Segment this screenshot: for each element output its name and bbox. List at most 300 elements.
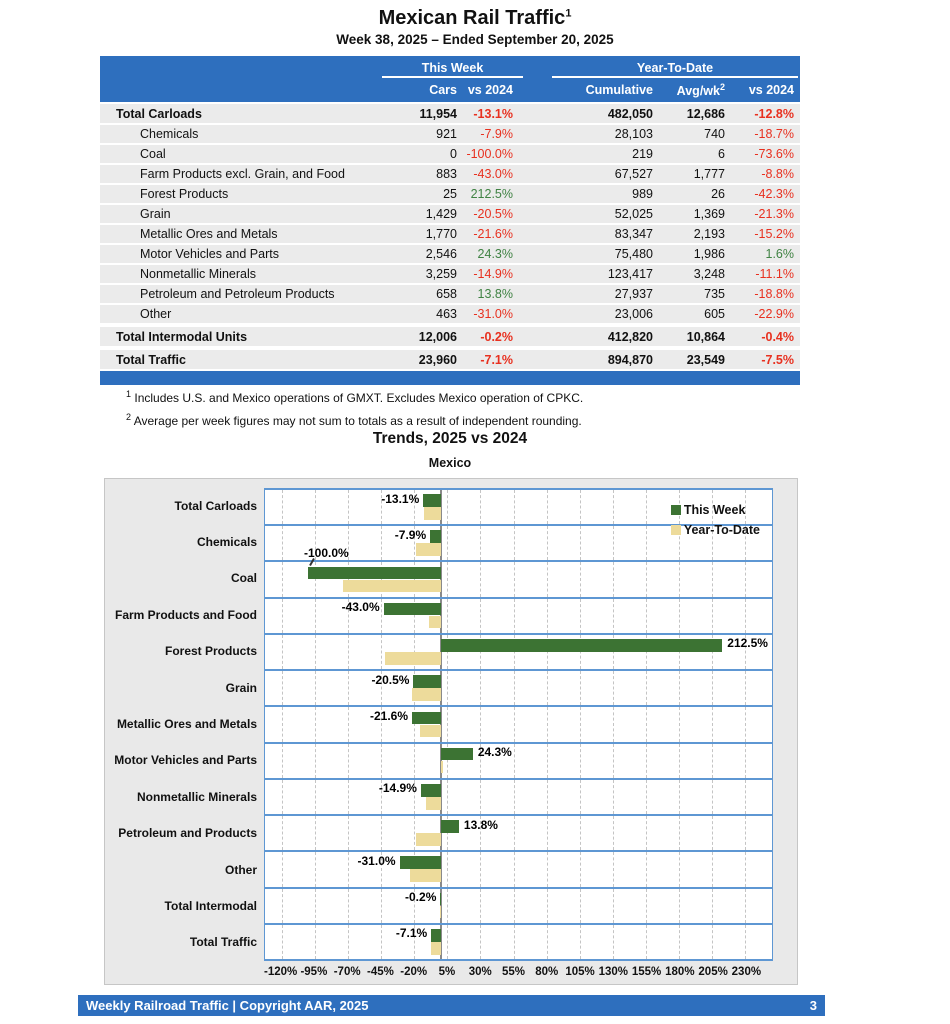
table-row: [100, 265, 800, 285]
gridline: [712, 925, 713, 959]
gridline: [282, 599, 283, 633]
table-row: [100, 205, 800, 225]
gridline: [480, 599, 481, 633]
chart-band: [265, 705, 772, 741]
gridline: [547, 925, 548, 959]
table-row: [100, 245, 800, 265]
bar-value-label: -100.0%: [304, 546, 349, 561]
cell-cars-vs: -7.1%: [480, 352, 513, 367]
traffic-table: [100, 56, 800, 385]
gridline: [547, 599, 548, 633]
bar-this-week: [440, 893, 441, 906]
gridline: [514, 526, 515, 560]
cell-cumulative: 28,103: [614, 127, 653, 141]
gridline: [315, 635, 316, 669]
cell-cumulative: 23,006: [614, 307, 653, 321]
gridline: [480, 490, 481, 524]
gridline: [315, 780, 316, 814]
gridline: [613, 852, 614, 886]
gridline: [547, 816, 548, 850]
gridline: [514, 599, 515, 633]
gridline: [348, 925, 349, 959]
gridline: [514, 744, 515, 778]
col-header-ytd-vs-2024: vs 2024: [748, 83, 794, 97]
cell-ytd-vs: -18.8%: [754, 287, 794, 301]
gridline: [447, 707, 448, 741]
gridline: [547, 889, 548, 923]
gridline: [679, 707, 680, 741]
gridline: [712, 599, 713, 633]
cell-cumulative: 52,025: [614, 207, 653, 221]
chart-plot-area: [264, 488, 773, 961]
chart-band: [265, 669, 772, 705]
gridline: [712, 707, 713, 741]
footnotes: [126, 385, 583, 431]
gridline: [679, 562, 680, 596]
footnote-1: $^1$ Includes U.S. and Mexico operations of GMXT. Excludes Mexico operation of CPKC.: [126, 389, 584, 405]
cell-cumulative: 83,347: [614, 227, 653, 241]
gridline: [745, 852, 746, 886]
legend-item: [671, 500, 760, 520]
gridline: [480, 852, 481, 886]
gridline: [679, 671, 680, 705]
gridline: [580, 671, 581, 705]
axis-tick-label: -95%: [300, 966, 328, 978]
cell-cars: 1,429: [425, 207, 457, 221]
cell-avg-wk: 735: [704, 287, 725, 301]
chart-band: [265, 778, 772, 814]
gridline: [282, 526, 283, 560]
axis-tick-label: 105%: [565, 966, 595, 978]
cell-cumulative: 75,480: [614, 247, 653, 261]
cell-avg-wk: 1,369: [693, 207, 725, 221]
category-label: Grain: [225, 680, 257, 695]
cell-avg-wk: 10,864: [686, 329, 725, 344]
gridline: [315, 707, 316, 741]
row-label: Farm Products excl. Grain, and Food: [140, 167, 345, 181]
cell-ytd-vs: -22.9%: [754, 307, 794, 321]
table-row: [100, 185, 800, 205]
cell-cumulative: 67,527: [614, 167, 653, 181]
gridline: [447, 526, 448, 560]
gridline: [514, 852, 515, 886]
gridline: [745, 780, 746, 814]
gridline: [580, 562, 581, 596]
cell-avg-wk: 2,193: [693, 227, 725, 241]
cell-cars: 2,546: [425, 247, 457, 261]
table-row: [100, 285, 800, 305]
chart-band: [265, 742, 772, 778]
gridline: [580, 526, 581, 560]
gridline: [447, 671, 448, 705]
bar-this-week: [384, 603, 441, 616]
gridline: [613, 599, 614, 633]
gridline: [679, 852, 680, 886]
gridline: [447, 889, 448, 923]
cell-cars-vs: -7.9%: [480, 127, 513, 141]
cell-ytd-vs: -73.6%: [754, 147, 794, 161]
gridline: [315, 490, 316, 524]
gridline: [282, 780, 283, 814]
table-bottom-bar: [100, 371, 800, 385]
legend-label: Year-To-Date: [683, 523, 760, 537]
cell-avg-wk: 1,777: [693, 167, 725, 181]
cell-cars-vs: -20.5%: [473, 207, 513, 221]
gridline: [679, 744, 680, 778]
cell-cars-vs: 24.3%: [477, 247, 513, 261]
gridline: [381, 889, 382, 923]
cell-avg-wk: 6: [718, 147, 725, 161]
gridline: [613, 562, 614, 596]
cell-cars-vs: -0.2%: [480, 329, 513, 344]
bar-year-to-date: [412, 688, 440, 701]
gridline: [646, 599, 647, 633]
gridline: [514, 780, 515, 814]
gridline: [282, 925, 283, 959]
bar-year-to-date: [343, 580, 441, 593]
gridline: [646, 707, 647, 741]
cell-cars-vs: -43.0%: [473, 167, 513, 181]
gridline: [712, 852, 713, 886]
chart-band: [265, 546, 772, 596]
gridline: [679, 599, 680, 633]
bar-year-to-date: [385, 652, 441, 665]
cell-cumulative: 482,050: [607, 106, 653, 121]
gridline: [580, 780, 581, 814]
gridline: [646, 925, 647, 959]
category-label: Coal: [230, 571, 257, 586]
axis-tick-label: 230%: [731, 966, 762, 978]
cell-avg-wk: 605: [704, 307, 725, 321]
gridline: [282, 635, 283, 669]
cell-ytd-vs: -8.8%: [761, 167, 794, 181]
category-label: Forest Products: [164, 644, 257, 659]
gridline: [580, 707, 581, 741]
gridline: [547, 490, 548, 524]
axis-tick-label: 80%: [535, 966, 559, 978]
cell-cumulative: 27,937: [614, 287, 653, 301]
legend-swatch: [671, 505, 681, 515]
gridline: [348, 635, 349, 669]
gridline: [613, 780, 614, 814]
gridline: [480, 780, 481, 814]
gridline: [547, 852, 548, 886]
table-row: [100, 305, 800, 325]
gridline: [580, 889, 581, 923]
cell-cars-vs: 212.5%: [470, 187, 513, 201]
gridline: [712, 744, 713, 778]
gridline: [381, 744, 382, 778]
bar-year-to-date: [416, 833, 441, 846]
gridline: [580, 925, 581, 959]
table-column-header-row: [100, 78, 800, 102]
gridline: [480, 526, 481, 560]
cell-avg-wk: 1,986: [693, 247, 725, 261]
gridline: [315, 816, 316, 850]
gridline: [613, 925, 614, 959]
cell-avg-wk: 12,686: [686, 106, 725, 121]
axis-tick-label: -20%: [400, 966, 428, 978]
table-row: [100, 325, 800, 348]
category-label: Petroleum and Products: [118, 826, 257, 841]
bar-this-week: [430, 530, 440, 543]
row-label: Chemicals: [140, 127, 199, 141]
table-group-header-row: [100, 56, 800, 78]
gridline: [447, 780, 448, 814]
footer-bar: [78, 995, 825, 1016]
cell-avg-wk: 26: [711, 187, 725, 201]
gridline: [745, 671, 746, 705]
gridline: [348, 671, 349, 705]
trends-bar-chart: [104, 478, 798, 985]
gridline: [547, 671, 548, 705]
bar-this-week: [441, 820, 459, 833]
gridline: [348, 490, 349, 524]
gridline: [414, 744, 415, 778]
title-footnote-marker: 1: [565, 7, 572, 20]
legend-swatch: [671, 525, 681, 535]
bar-value-label: -7.1%: [395, 926, 428, 941]
axis-tick-label: 55%: [501, 966, 526, 978]
cell-cars: 11,954: [419, 106, 457, 121]
gridline: [646, 490, 647, 524]
gridline: [613, 889, 614, 923]
bar-this-week: [421, 784, 441, 797]
axis-tick-label: 130%: [598, 966, 629, 978]
gridline: [580, 816, 581, 850]
gridline: [514, 671, 515, 705]
cell-cars: 1,770: [425, 227, 457, 241]
gridline: [745, 925, 746, 959]
gridline: [679, 889, 680, 923]
category-label: Total Carloads: [174, 498, 257, 513]
gridline: [348, 889, 349, 923]
col-header-cars: Cars: [429, 83, 457, 97]
bar-value-label: -21.6%: [369, 708, 408, 723]
gridline: [547, 744, 548, 778]
gridline: [613, 744, 614, 778]
gridline: [480, 671, 481, 705]
gridline: [282, 744, 283, 778]
gridline: [646, 744, 647, 778]
cell-ytd-vs: -7.5%: [761, 352, 794, 367]
gridline: [646, 526, 647, 560]
bar-value-label: -0.2%: [405, 890, 437, 905]
bar-year-to-date: [426, 797, 441, 810]
bar-value-label: -14.9%: [378, 781, 417, 796]
bar-value-label: 13.8%: [463, 817, 498, 832]
gridline: [348, 852, 349, 886]
gridline: [547, 707, 548, 741]
gridline: [580, 599, 581, 633]
bar-this-week: [441, 639, 723, 652]
cell-ytd-vs: -21.3%: [754, 207, 794, 221]
gridline: [646, 780, 647, 814]
gridline: [315, 671, 316, 705]
cell-cumulative: 989: [632, 187, 653, 201]
row-label: Grain: [140, 207, 171, 221]
gridline: [646, 816, 647, 850]
gridline: [381, 599, 382, 633]
gridline: [613, 526, 614, 560]
table-row: [100, 125, 800, 145]
gridline: [514, 562, 515, 596]
row-label: Motor Vehicles and Parts: [140, 247, 279, 261]
cell-avg-wk: 23,549: [686, 352, 725, 367]
chart-band: [265, 814, 772, 850]
row-label: Forest Products: [140, 187, 229, 201]
gridline: [514, 816, 515, 850]
cell-cars: 23,960: [418, 352, 457, 367]
gridline: [646, 562, 647, 596]
chart-subtitle: Mexico: [428, 456, 472, 470]
gridline: [348, 707, 349, 741]
bar-year-to-date: [440, 906, 441, 919]
group-header-year-to-date: Year-To-Date: [550, 61, 800, 78]
axis-tick-label: -70%: [333, 966, 361, 978]
table-header: [100, 56, 800, 102]
table-row: [100, 145, 800, 165]
bar-year-to-date: [410, 869, 440, 882]
cell-cars-vs: -21.6%: [473, 227, 513, 241]
cell-ytd-vs: -11.1%: [755, 267, 794, 281]
gridline: [282, 490, 283, 524]
category-label: Farm Products and Food: [114, 607, 257, 622]
category-label: Total Traffic: [189, 935, 257, 950]
cell-ytd-vs: -12.8%: [754, 106, 794, 121]
table-row: [100, 348, 800, 371]
col-header-cars-vs-2024: vs 2024: [467, 83, 513, 97]
gridline: [514, 490, 515, 524]
gridline: [381, 526, 382, 560]
axis-tick-label: 205%: [698, 966, 728, 978]
gridline: [679, 925, 680, 959]
bar-year-to-date: [431, 942, 441, 955]
gridline: [514, 925, 515, 959]
gridline: [547, 562, 548, 596]
gridline: [480, 562, 481, 596]
cell-cumulative: 219: [632, 147, 653, 161]
row-label: Nonmetallic Minerals: [140, 267, 257, 281]
bar-year-to-date: [420, 725, 440, 738]
cell-ytd-vs: -0.4%: [761, 329, 794, 344]
cell-cars: 883: [436, 167, 457, 181]
gridline: [679, 816, 680, 850]
cell-cars: 3,259: [425, 267, 457, 281]
cell-cars-vs: -31.0%: [473, 307, 513, 321]
gridline: [613, 707, 614, 741]
gridline: [282, 562, 283, 596]
bar-this-week: [431, 929, 440, 942]
cell-cars: 25: [443, 187, 457, 201]
legend-item: [671, 520, 760, 540]
cell-cars: 658: [436, 287, 457, 301]
gridline: [580, 852, 581, 886]
gridline: [712, 780, 713, 814]
gridline: [580, 490, 581, 524]
gridline: [646, 852, 647, 886]
gridline: [745, 816, 746, 850]
cell-cars-vs: -14.9%: [473, 267, 513, 281]
category-label: Metallic Ores and Metals: [116, 716, 257, 731]
gridline: [381, 816, 382, 850]
bar-value-label: 212.5%: [727, 636, 768, 651]
gridline: [447, 490, 448, 524]
cell-cars: 0: [450, 147, 457, 161]
category-label: Chemicals: [196, 535, 257, 550]
bar-year-to-date: [429, 616, 441, 629]
group-header-this-week: This Week: [380, 61, 525, 78]
avg-wk-footnote-marker: 2: [719, 81, 725, 92]
bar-this-week: [308, 567, 441, 580]
gridline: [282, 707, 283, 741]
cell-cars-vs: 13.8%: [477, 287, 513, 301]
category-label: Total Intermodal: [164, 898, 257, 913]
category-label: Motor Vehicles and Parts: [114, 753, 257, 768]
table-body: [100, 102, 800, 371]
gridline: [348, 744, 349, 778]
gridline: [282, 816, 283, 850]
cell-ytd-vs: -42.3%: [754, 187, 794, 201]
table-row: [100, 165, 800, 185]
gridline: [580, 744, 581, 778]
gridline: [712, 889, 713, 923]
cell-cumulative: 123,417: [607, 267, 653, 281]
bar-this-week: [441, 748, 473, 761]
gridline: [745, 889, 746, 923]
col-header-cumulative: Cumulative: [585, 83, 653, 97]
row-label: Total Intermodal Units: [116, 329, 248, 344]
table-row: [100, 225, 800, 245]
gridline: [646, 889, 647, 923]
gridline: [447, 925, 448, 959]
gridline: [745, 599, 746, 633]
bar-this-week: [413, 675, 440, 688]
chart-band: [265, 923, 772, 961]
axis-tick-label: 155%: [631, 966, 662, 978]
gridline: [514, 707, 515, 741]
gridline: [646, 671, 647, 705]
axis-tick-label: 5%: [438, 966, 456, 978]
page-title: [0, 7, 950, 30]
bar-year-to-date: [424, 507, 441, 520]
axis-tick-label: 180%: [665, 966, 695, 978]
bar-value-label: -13.1%: [381, 491, 420, 506]
footer-text: Weekly Railroad Traffic | Copyright AAR, 2025: [86, 998, 369, 1013]
cell-cars: 463: [436, 307, 457, 321]
gridline: [480, 925, 481, 959]
chart-band: [265, 633, 772, 669]
chart-title: Trends, 2025 vs 2024: [372, 430, 528, 447]
table-row: [100, 102, 800, 125]
gridline: [514, 889, 515, 923]
gridline: [315, 889, 316, 923]
axis-tick-label: -45%: [367, 966, 394, 978]
cell-avg-wk: 740: [704, 127, 725, 141]
footer-page-number: 3: [809, 998, 817, 1013]
category-label: Other: [224, 862, 257, 877]
axis-tick-label: -120%: [264, 966, 298, 978]
bar-year-to-date: [416, 543, 441, 556]
cell-cumulative: 412,820: [607, 329, 653, 344]
gridline: [613, 490, 614, 524]
bar-this-week: [423, 494, 440, 507]
row-label: Total Traffic: [116, 352, 186, 367]
chart-x-axis: [264, 966, 773, 982]
chart-band: [265, 597, 772, 633]
cell-cumulative: 894,870: [607, 352, 653, 367]
gridline: [315, 744, 316, 778]
